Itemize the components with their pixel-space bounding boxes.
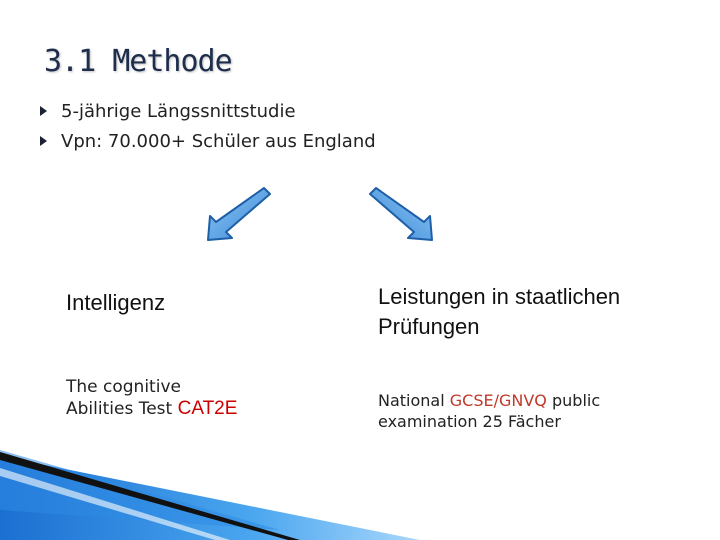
slide-title: 3.1 Methode — [44, 44, 232, 79]
triangle-bullet-icon — [40, 106, 47, 116]
exam-name-highlight: GCSE/GNVQ — [449, 391, 547, 410]
bullet-item — [40, 126, 376, 156]
bullet-text: Vpn: 70.000+ Schüler aus England — [61, 130, 376, 152]
left-heading: Intelligenz — [66, 290, 166, 315]
bullet-list — [40, 96, 376, 156]
bullet-item — [40, 96, 376, 126]
right-heading-line2: Prüfungen — [378, 314, 480, 339]
arrow-down-left-icon — [200, 184, 272, 244]
right-heading — [378, 282, 620, 342]
triangle-bullet-icon — [40, 136, 47, 146]
decorative-swoosh — [0, 450, 720, 540]
right-desc-prefix: National — [378, 391, 450, 410]
right-desc-suffix: public — [546, 391, 601, 410]
right-desc-line2: examination 25 Fächer — [378, 412, 561, 431]
left-desc-line1: The cognitive — [66, 377, 181, 397]
left-description — [66, 376, 237, 420]
right-description — [378, 390, 600, 432]
right-heading-line1: Leistungen in staatlichen — [378, 284, 621, 309]
arrow-down-right-icon — [368, 184, 440, 244]
left-desc-prefix: Abilities Test — [66, 399, 178, 419]
right-desc-line1 — [378, 390, 600, 411]
test-name-highlight: CAT2E — [177, 398, 238, 419]
bullet-text: 5-jährige Längssnittstudie — [61, 100, 296, 122]
left-desc-line2 — [66, 398, 237, 420]
